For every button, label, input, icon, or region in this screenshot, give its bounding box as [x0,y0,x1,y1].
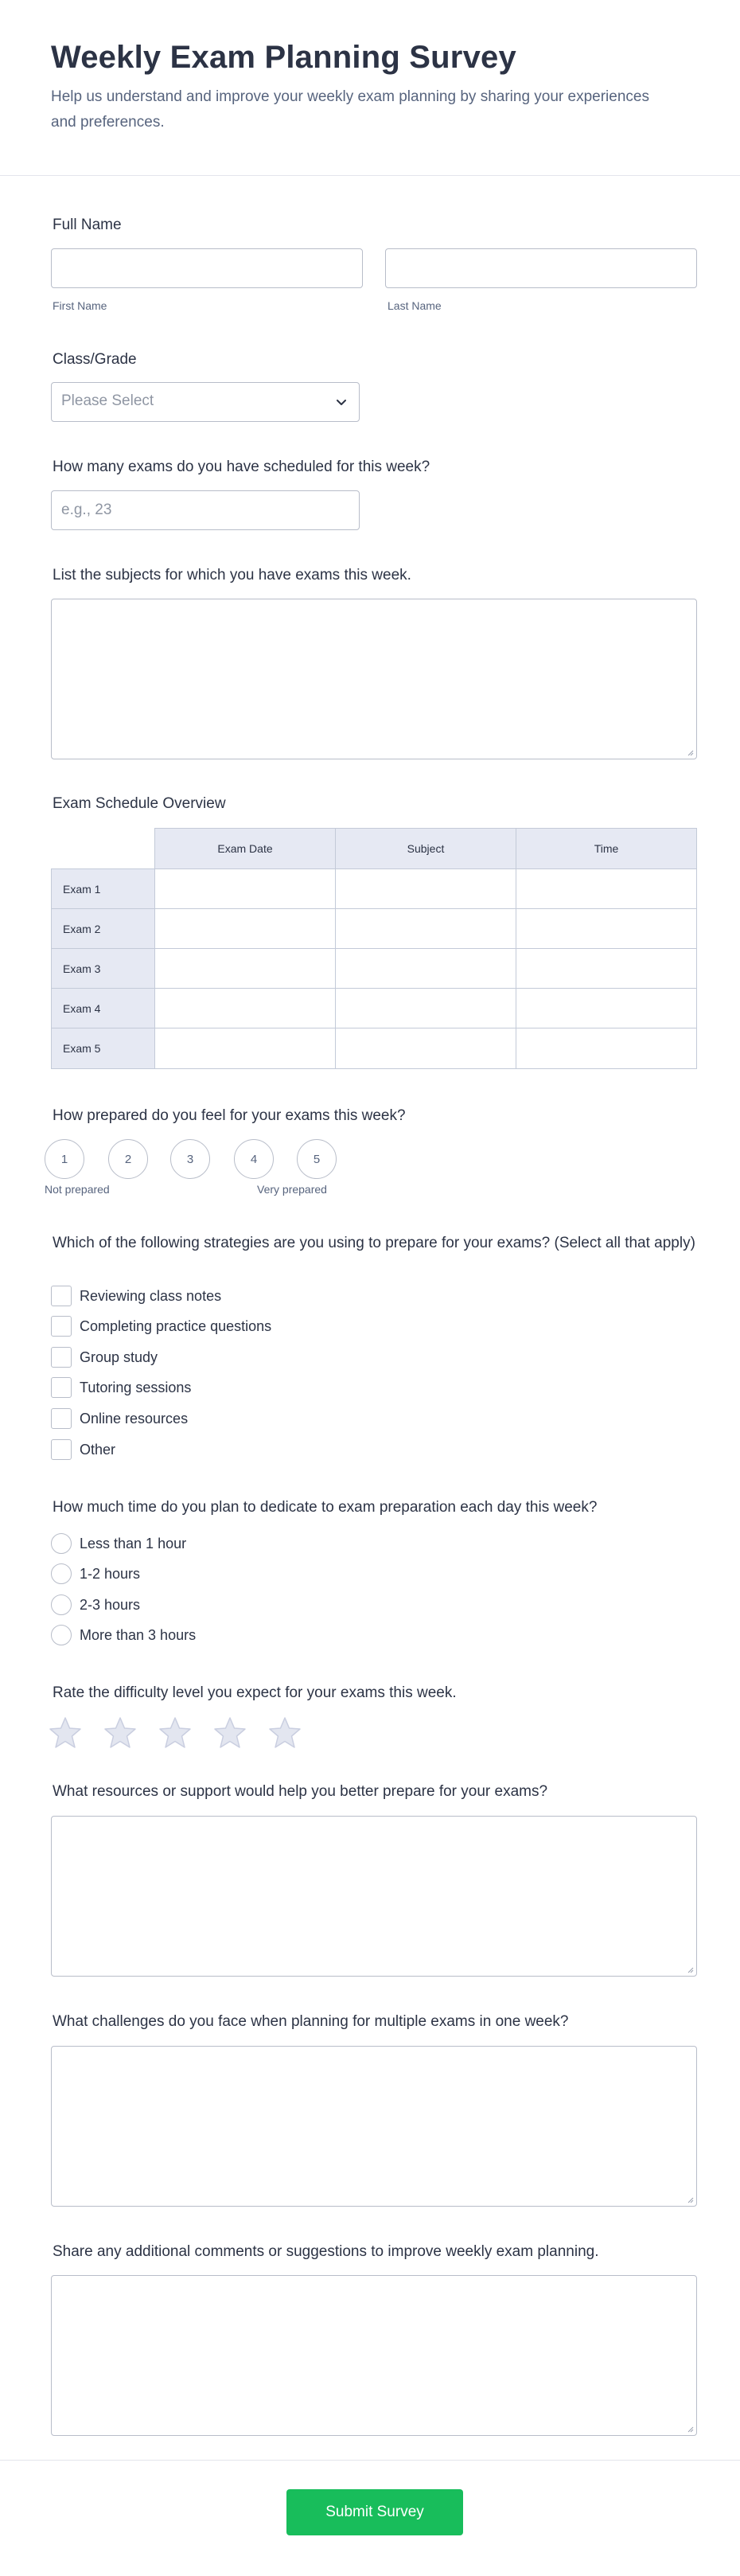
schedule-matrix [51,828,697,1069]
full-name-label: Full Name [53,217,122,233]
star-icon[interactable] [158,1715,193,1751]
class-grade-label: Class/Grade [53,351,137,368]
resources-textarea[interactable] [51,1816,697,1977]
matrix-row-header: Exam 3 [51,948,155,989]
checkbox[interactable] [51,1439,72,1460]
matrix-row-header: Exam 1 [51,868,155,909]
resize-grip-icon [686,2425,694,2433]
scale-option-3[interactable]: 3 [170,1139,210,1179]
strategy-option[interactable]: Reviewing class notes [51,1285,221,1307]
checkbox[interactable] [51,1286,72,1306]
first-name-input[interactable] [51,248,363,288]
time-per-day-label: How much time do you plan to dedicate to exam preparation each day this week? [53,1499,598,1516]
checkbox[interactable] [51,1377,72,1398]
matrix-cell[interactable] [516,1028,697,1069]
matrix-cell[interactable] [516,948,697,989]
matrix-cell[interactable] [516,908,697,949]
matrix-column-header: Time [516,828,697,869]
class-grade-select[interactable] [51,382,360,422]
schedule-label: Exam Schedule Overview [53,795,226,812]
resize-grip-icon [686,748,694,756]
matrix-column-header: Exam Date [154,828,336,869]
matrix-cell[interactable] [335,988,516,1028]
matrix-cell[interactable] [335,1028,516,1069]
page-description: Help us understand and improve your weekly exam planning by sharing your experiences and preferences. [51,88,649,131]
matrix-cell[interactable] [335,868,516,909]
time-option[interactable]: 1-2 hours [51,1563,140,1585]
subjects-textarea[interactable] [51,599,697,759]
matrix-cell[interactable] [154,1028,336,1069]
strategy-option[interactable]: Completing practice questions [51,1315,271,1337]
matrix-cell[interactable] [154,908,336,949]
comments-textarea[interactable] [51,2275,697,2436]
strategy-option[interactable]: Group study [51,1346,158,1368]
star-icon[interactable] [103,1715,138,1751]
radio[interactable] [51,1533,72,1554]
matrix-row-header: Exam 5 [51,1028,155,1069]
time-option[interactable]: 2-3 hours [51,1594,140,1616]
comments-label: Share any additional comments or suggestions to improve weekly exam planning. [53,2243,599,2260]
exam-count-input[interactable] [51,490,360,530]
radio[interactable] [51,1625,72,1645]
chevron-down-icon [333,395,349,411]
star-icon[interactable] [212,1715,247,1751]
scale-option-2[interactable]: 2 [108,1139,148,1179]
scale-option-4[interactable]: 4 [234,1139,274,1179]
star-icon[interactable] [48,1715,83,1751]
scale-high-label: Very prepared [257,1183,327,1196]
exam-count-label: How many exams do you have scheduled for this week? [53,459,430,475]
scale-option-1[interactable]: 1 [45,1139,84,1179]
scale-low-label: Not prepared [45,1183,110,1196]
checkbox[interactable] [51,1316,72,1337]
prepared-label: How prepared do you feel for your exams this week? [53,1107,406,1124]
form-header [0,0,740,176]
radio[interactable] [51,1594,72,1615]
resize-grip-icon [686,1965,694,1973]
strategies-label: Which of the following strategies are you using to prepare for your exams? (Select all that apply) [53,1235,695,1251]
first-name-sublabel: First Name [53,299,107,312]
matrix-cell[interactable] [154,948,336,989]
strategy-option[interactable]: Other [51,1438,115,1461]
challenges-textarea[interactable] [51,2046,697,2207]
submit-button[interactable]: Submit Survey [286,2489,463,2535]
challenges-label: What challenges do you face when planning for multiple exams in one week? [53,2013,569,2030]
matrix-cell[interactable] [335,948,516,989]
time-option[interactable]: More than 3 hours [51,1624,196,1646]
scale-option-5[interactable]: 5 [297,1139,337,1179]
time-option[interactable]: Less than 1 hour [51,1532,186,1555]
star-icon[interactable] [267,1715,302,1751]
radio[interactable] [51,1563,72,1584]
checkbox[interactable] [51,1347,72,1368]
matrix-cell[interactable] [516,988,697,1028]
matrix-cell[interactable] [516,868,697,909]
resources-label: What resources or support would help you better prepare for your exams? [53,1783,548,1800]
matrix-cell[interactable] [335,908,516,949]
strategy-option[interactable]: Tutoring sessions [51,1376,191,1399]
last-name-sublabel: Last Name [388,299,442,312]
strategy-option[interactable]: Online resources [51,1407,188,1430]
matrix-cell[interactable] [154,868,336,909]
page-title: Weekly Exam Planning Survey [51,40,516,75]
subjects-label: List the subjects for which you have exams this week. [53,567,411,584]
resize-grip-icon [686,2195,694,2203]
matrix-cell[interactable] [154,988,336,1028]
matrix-column-header: Subject [335,828,516,869]
matrix-row-header: Exam 2 [51,908,155,949]
last-name-input[interactable] [385,248,697,288]
difficulty-label: Rate the difficulty level you expect for your exams this week. [53,1684,457,1701]
matrix-row-header: Exam 4 [51,988,155,1028]
checkbox[interactable] [51,1408,72,1429]
class-grade-selected: Please Select [61,392,154,409]
